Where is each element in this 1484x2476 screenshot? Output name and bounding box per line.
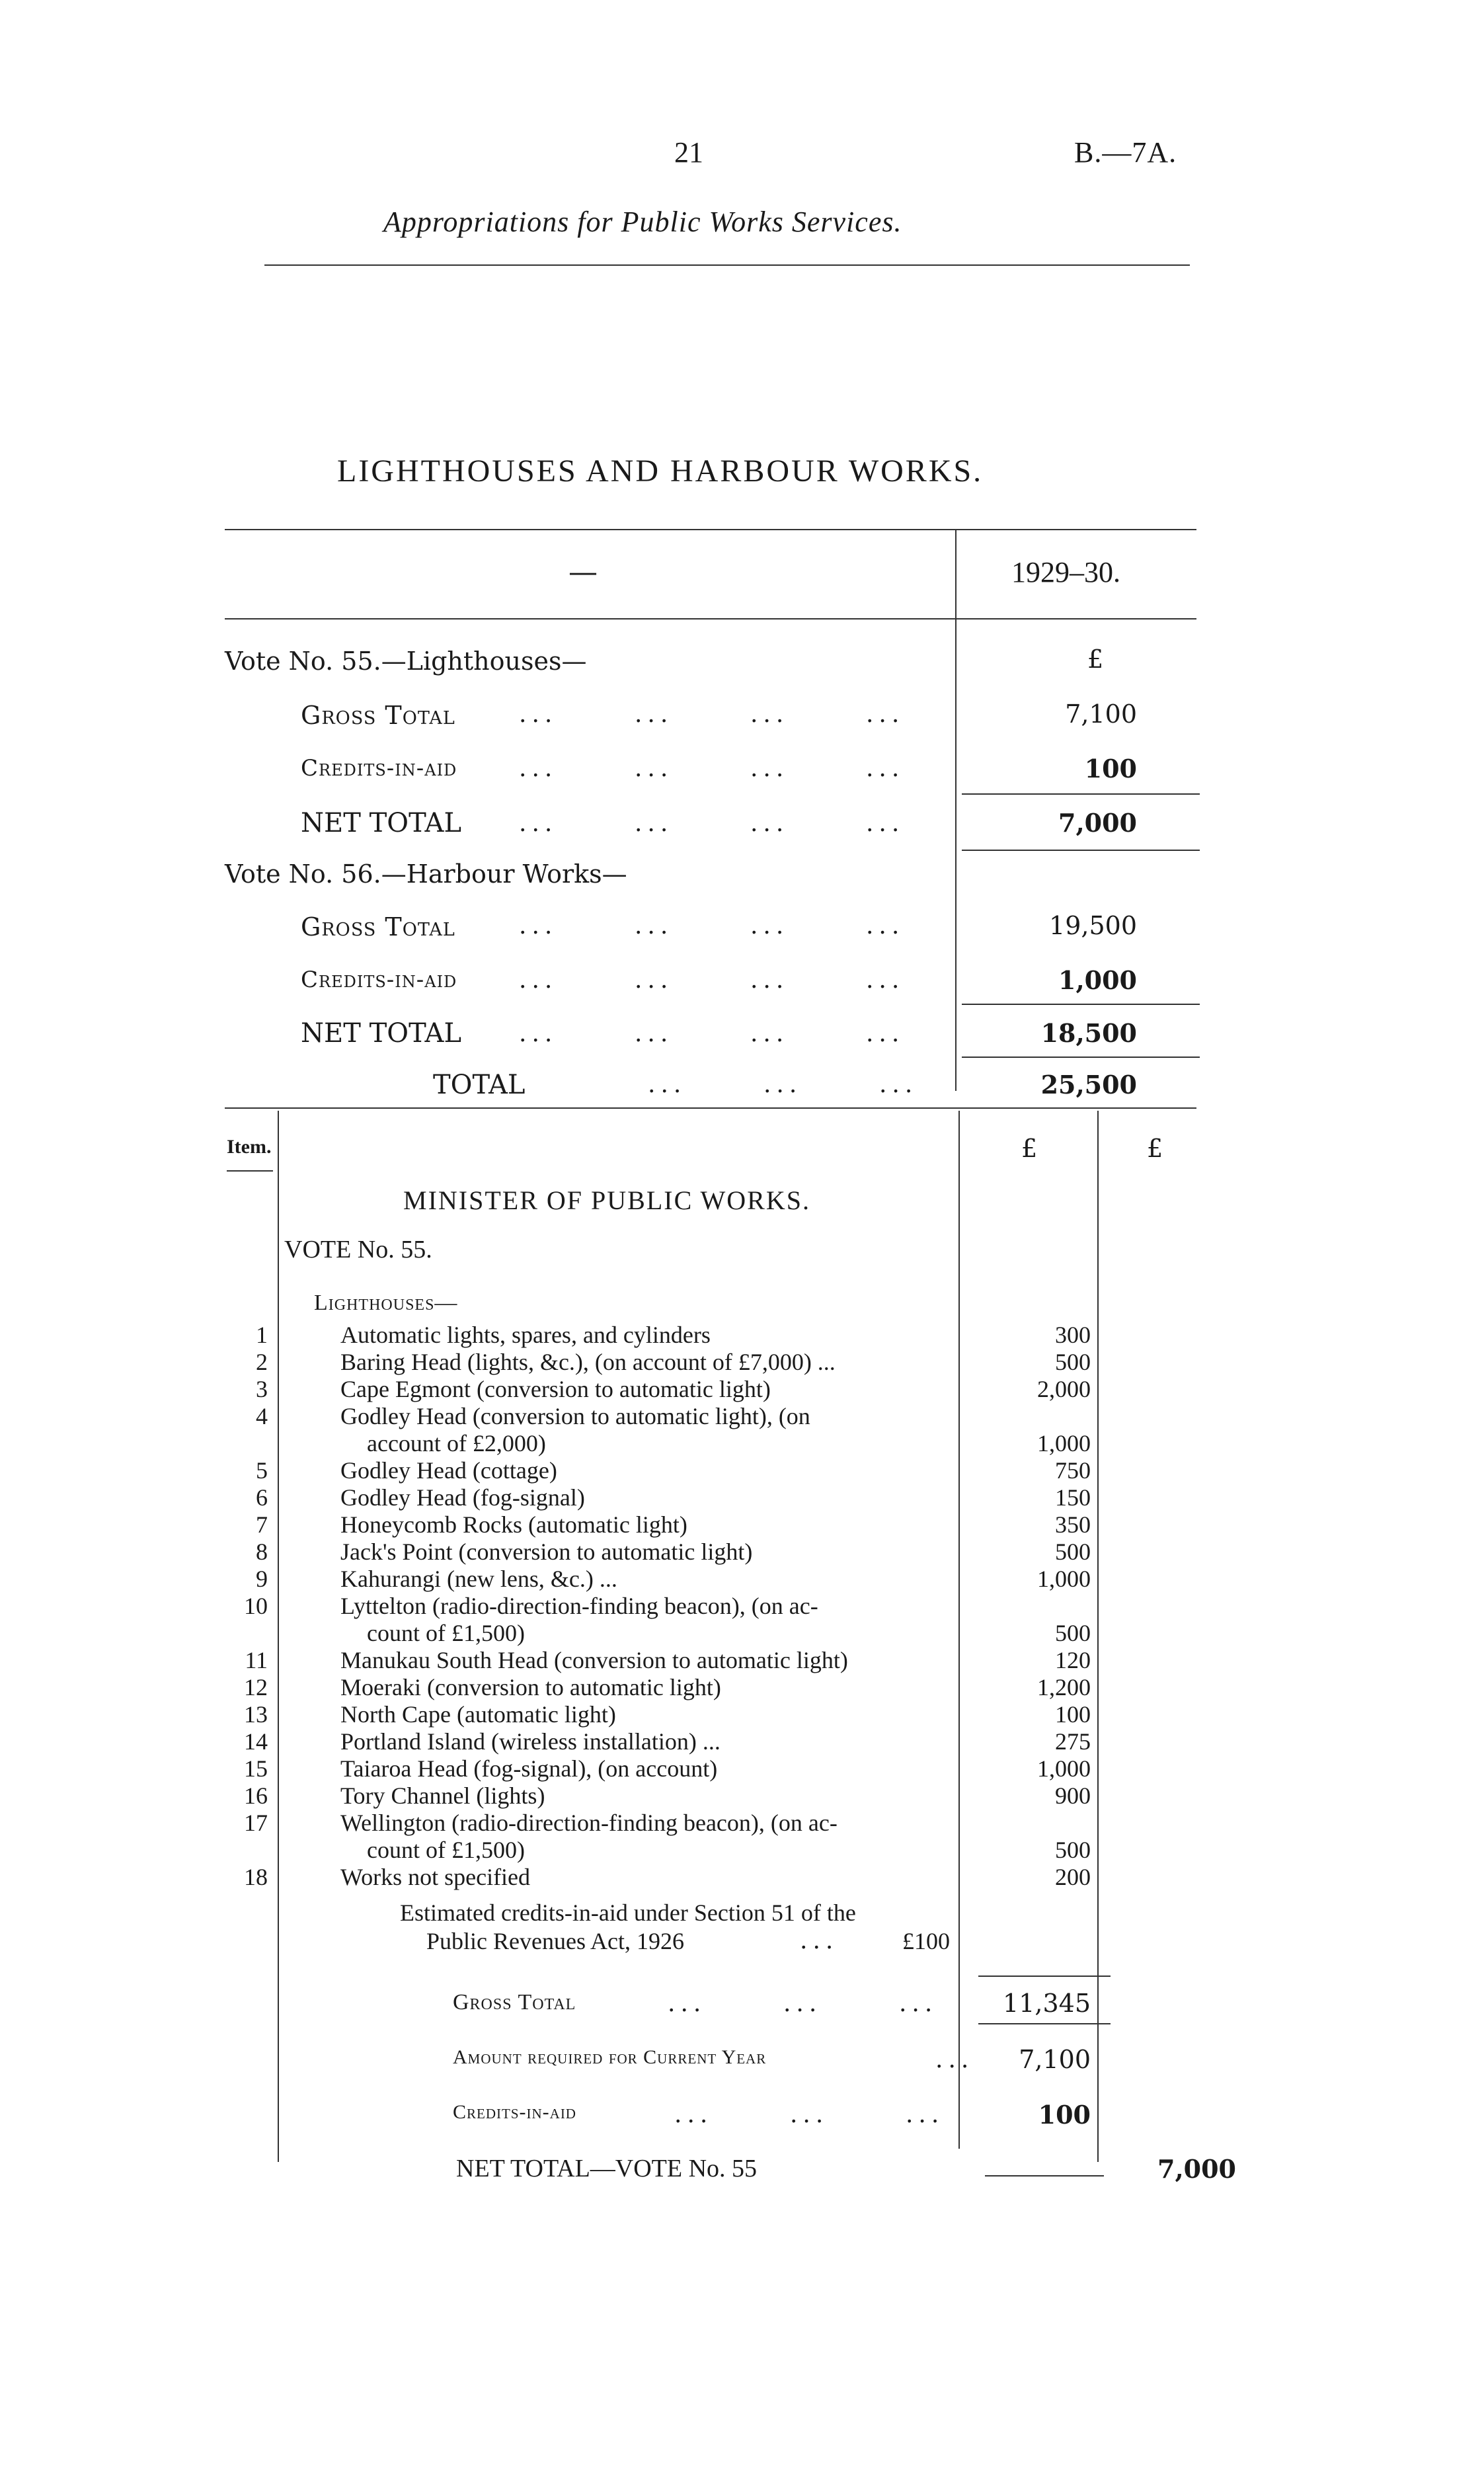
leader-dots: ... ... ... — [668, 1990, 938, 2017]
vote56-net-rule — [962, 1004, 1200, 1005]
summary-header-rule — [225, 618, 1196, 619]
item-amount: 750 — [1055, 1457, 1091, 1484]
item-number: 5 — [256, 1457, 268, 1484]
section-title: LIGHTHOUSES AND HARBOUR WORKS. — [337, 454, 984, 489]
vote55-net-label: NET TOTAL — [301, 808, 462, 838]
total-column-divider — [1097, 1111, 1099, 2162]
vote56-gross-value: 19,500 — [1049, 911, 1137, 940]
item-description: Works not specified — [340, 1864, 531, 1890]
detail-gross-value: 11,345 — [1003, 1989, 1091, 2018]
page-subtitle: Appropriations for Public Works Services. — [383, 206, 902, 238]
leader-dots: ... ... ... ... — [519, 701, 905, 728]
item-header-rule — [227, 1170, 273, 1172]
item-amount: 500 — [1055, 1538, 1091, 1565]
vote55-gross-value: 7,100 — [1065, 699, 1137, 729]
vote56-credits-label: Credits-in-aid — [301, 967, 457, 993]
item-column-header: Item. — [227, 1136, 272, 1158]
item-amount: 1,200 — [1037, 1674, 1091, 1700]
vote56-credits-value: 1,000 — [1058, 965, 1137, 995]
vote-heading: VOTE No. 55. — [284, 1236, 432, 1263]
item-description: Kahurangi (new lens, &c.) ... — [340, 1566, 617, 1592]
leader-dots: ... ... ... ... — [519, 912, 905, 939]
item-number: 10 — [244, 1593, 268, 1619]
net-rule — [985, 2175, 1104, 2176]
item-description: Manukau South Head (conversion to automatic light) — [340, 1647, 848, 1673]
detail-credits-value: 100 — [1038, 2100, 1091, 2130]
item-description: Tory Channel (lights) — [340, 1782, 545, 1809]
item-description: Baring Head (lights, &c.), (on account of £7,000) ... — [340, 1349, 836, 1375]
leader-dots: ... — [800, 1927, 839, 1954]
leader-dots: ... — [935, 2046, 974, 2073]
vote55-heading: Vote No. 55.—Lighthouses— — [225, 647, 587, 676]
item-description: Jack's Point (conversion to automatic light) — [340, 1538, 753, 1565]
vote55-credits-value: 100 — [1084, 754, 1137, 783]
item-number: 13 — [244, 1701, 268, 1728]
vote56-net-value: 18,500 — [1040, 1018, 1137, 1048]
leader-dots: ... ... ... — [674, 2101, 945, 2128]
summary-total-label: TOTAL — [433, 1070, 526, 1100]
estimated-credits-line2: Public Revenues Act, 1926 — [426, 1928, 684, 1954]
item-description: Godley Head (fog-signal) — [340, 1484, 585, 1511]
item-amount: 500 — [1055, 1620, 1091, 1646]
item-amount: 150 — [1055, 1484, 1091, 1511]
summary-currency: £ — [1087, 645, 1104, 674]
item-amount: 2,000 — [1037, 1376, 1091, 1402]
item-amount: 275 — [1055, 1728, 1091, 1755]
item-description: Cape Egmont (conversion to automatic light) — [340, 1376, 771, 1402]
summary-column-divider — [955, 529, 957, 1091]
item-column-divider — [278, 1111, 279, 2162]
summary-total-value: 25,500 — [1040, 1070, 1137, 1099]
summary-year-header: 1929–30. — [1011, 556, 1120, 588]
item-number: 12 — [244, 1674, 268, 1700]
vote55-bottom-rule — [962, 850, 1200, 851]
leader-dots: ... ... ... ... — [519, 1020, 905, 1047]
vote55-net-rule — [962, 793, 1200, 795]
category-heading: Lighthouses— — [314, 1291, 458, 1315]
summary-top-rule — [225, 529, 1196, 530]
item-number: 6 — [256, 1484, 268, 1511]
header-divider — [264, 264, 1190, 266]
item-amount: 120 — [1055, 1647, 1091, 1673]
item-amount: 500 — [1055, 1349, 1091, 1375]
item-description: Automatic lights, spares, and cylinders — [340, 1322, 711, 1348]
estimated-credits-line1: Estimated credits-in-aid under Section 51 of the — [400, 1899, 856, 1926]
vote56-heading: Vote No. 56.—Harbour Works— — [225, 859, 627, 889]
item-amount: 900 — [1055, 1782, 1091, 1809]
vote55-credits-label: Credits-in-aid — [301, 755, 457, 781]
item-description: Godley Head (conversion to automatic light), (on — [340, 1403, 810, 1429]
item-amount: 350 — [1055, 1511, 1091, 1538]
item-number: 4 — [256, 1403, 268, 1429]
item-number: 14 — [244, 1728, 268, 1755]
amount-required-value: 7,100 — [1019, 2045, 1091, 2074]
item-amount: 500 — [1055, 1837, 1091, 1863]
vote56-bottom-rule — [962, 1057, 1200, 1058]
detail-net-label: NET TOTAL—VOTE No. 55 — [456, 2155, 758, 2182]
item-amount: 200 — [1055, 1864, 1091, 1890]
leader-dots: ... ... ... — [648, 1071, 918, 1098]
item-number: 2 — [256, 1349, 268, 1375]
item-number: 9 — [256, 1566, 268, 1592]
item-description: Godley Head (cottage) — [340, 1457, 557, 1484]
item-amount: 300 — [1055, 1322, 1091, 1348]
item-description: North Cape (automatic light) — [340, 1701, 616, 1728]
vote55-gross-label: Gross Total — [301, 701, 455, 730]
gross-bottom-rule — [978, 2023, 1111, 2024]
estimated-credits-amount: £100 — [902, 1928, 950, 1954]
item-amount: 1,000 — [1037, 1430, 1091, 1457]
item-description: Taiaroa Head (fog-signal), (on account) — [340, 1755, 718, 1782]
item-number: 3 — [256, 1376, 268, 1402]
item-number: 18 — [244, 1864, 268, 1890]
item-amount: 100 — [1055, 1701, 1091, 1728]
item-number: 16 — [244, 1782, 268, 1809]
minister-heading: MINISTER OF PUBLIC WORKS. — [403, 1185, 810, 1215]
item-amount: 1,000 — [1037, 1566, 1091, 1592]
item-description: Moeraki (conversion to automatic light) — [340, 1674, 721, 1700]
item-number: 15 — [244, 1755, 268, 1782]
amount-required-label: Amount required for Current Year — [453, 2046, 767, 2068]
amount-column-divider — [958, 1111, 960, 2149]
vote55-net-value: 7,000 — [1058, 808, 1137, 838]
leader-dots: ... ... ... ... — [519, 967, 905, 994]
item-description-continued: account of £2,000) — [367, 1430, 546, 1457]
detail-credits-label: Credits-in-aid — [453, 2101, 576, 2123]
item-amount: 1,000 — [1037, 1755, 1091, 1782]
item-description-continued: count of £1,500) — [367, 1837, 525, 1863]
item-description: Honeycomb Rocks (automatic light) — [340, 1511, 687, 1538]
summary-dash-header: — — [568, 555, 598, 589]
leader-dots: ... ... ... ... — [519, 755, 905, 782]
vote56-gross-label: Gross Total — [301, 912, 455, 941]
summary-bottom-rule — [225, 1107, 1196, 1109]
vote56-net-label: NET TOTAL — [301, 1018, 462, 1049]
item-description: Lyttelton (radio-direction-finding beacon), (on ac- — [340, 1593, 818, 1619]
gross-top-rule — [978, 1976, 1111, 1977]
document-reference: B.—7A. — [1074, 136, 1177, 169]
detail-net-value: 7,000 — [1157, 2154, 1236, 2184]
item-number: 11 — [245, 1647, 268, 1673]
item-description: Portland Island (wireless installation) ... — [340, 1728, 721, 1755]
amount-currency: £ — [1021, 1134, 1038, 1163]
item-description: Wellington (radio-direction-finding beacon), (on ac- — [340, 1810, 838, 1836]
item-number: 17 — [244, 1810, 268, 1836]
item-number: 8 — [256, 1538, 268, 1565]
leader-dots: ... ... ... ... — [519, 810, 905, 837]
item-description-continued: count of £1,500) — [367, 1620, 525, 1646]
total-currency: £ — [1147, 1134, 1163, 1163]
item-number: 1 — [256, 1322, 268, 1348]
detail-gross-label: Gross Total — [453, 1990, 576, 2015]
page-number: 21 — [674, 136, 703, 169]
item-number: 7 — [256, 1511, 268, 1538]
